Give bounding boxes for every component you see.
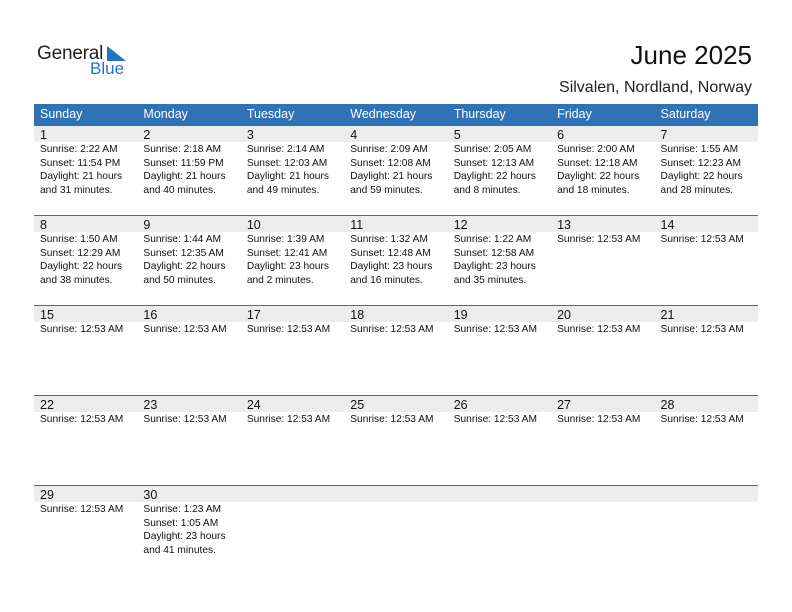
daylight-text: and 8 minutes. bbox=[453, 184, 521, 196]
day-number: 22 bbox=[40, 398, 54, 412]
weekday-wednesday: Wednesday bbox=[350, 107, 417, 121]
day-cell bbox=[34, 305, 137, 395]
day-number: 26 bbox=[453, 398, 468, 412]
sunset-text: Sunset: 12:13 AM bbox=[453, 157, 535, 169]
day-number: 19 bbox=[453, 308, 468, 322]
weekday-monday: Monday bbox=[143, 107, 188, 121]
day-cell bbox=[448, 305, 551, 395]
week-row bbox=[34, 215, 758, 305]
day-number: 15 bbox=[40, 308, 54, 322]
day-cell bbox=[241, 305, 344, 395]
location-label: Silvalen, Nordland, Norway bbox=[559, 79, 752, 96]
sunset-text: Sunset: 11:54 PM bbox=[40, 157, 121, 169]
day-number: 13 bbox=[557, 218, 572, 232]
sunrise-text: Sunrise: 1:50 AM bbox=[40, 234, 118, 245]
day-number bbox=[247, 487, 344, 503]
day-cell bbox=[551, 395, 654, 485]
sunrise-text: Sunrise: 2:05 AM bbox=[453, 144, 532, 155]
day-number: 20 bbox=[557, 308, 572, 322]
sunrise-text: Sunrise: 12:53 AM bbox=[660, 324, 744, 335]
day-cell bbox=[34, 485, 137, 575]
sunrise-text: Sunrise: 1:32 AM bbox=[350, 234, 428, 245]
sunrise-text: Sunrise: 2:14 AM bbox=[246, 144, 325, 155]
day-number: 28 bbox=[660, 398, 675, 412]
day-number: 8 bbox=[40, 218, 47, 232]
sunrise-text: Sunrise: 2:18 AM bbox=[143, 144, 222, 155]
sunrise-text: Sunrise: 12:53 AM bbox=[40, 504, 124, 515]
sunset-text: Sunset: 12:48 AM bbox=[350, 247, 431, 259]
sunrise-text: Sunrise: 12:53 AM bbox=[40, 414, 124, 425]
empty-day-cell bbox=[448, 485, 551, 575]
day-cell bbox=[34, 125, 137, 215]
daylight-text: and 16 minutes. bbox=[350, 274, 423, 286]
day-number: 2 bbox=[143, 128, 151, 142]
week-row bbox=[34, 395, 758, 485]
day-cell bbox=[137, 125, 240, 215]
day-cell bbox=[344, 305, 447, 395]
page-title: June 2025 bbox=[630, 40, 752, 70]
sunrise-text: Sunrise: 2:09 AM bbox=[350, 144, 428, 155]
logo bbox=[37, 44, 132, 78]
week-row bbox=[34, 485, 758, 575]
day-number bbox=[350, 487, 447, 503]
logo-word-general: General bbox=[37, 43, 104, 64]
weekday-saturday: Saturday bbox=[660, 107, 711, 121]
daylight-text: Daylight: 22 hours bbox=[660, 171, 743, 182]
sunrise-text: Sunrise: 1:22 AM bbox=[453, 234, 532, 245]
sunrise-text: Sunrise: 12:53 AM bbox=[660, 234, 744, 245]
day-cell bbox=[448, 215, 551, 305]
sunset-text: Sunset: 12:23 AM bbox=[660, 157, 741, 169]
day-number: 9 bbox=[143, 218, 151, 232]
day-cell bbox=[344, 395, 447, 485]
day-number: 5 bbox=[453, 128, 461, 142]
sunset-text: Sunset: 12:18 AM bbox=[557, 157, 638, 169]
daylight-text: and 2 minutes. bbox=[246, 274, 314, 286]
sunrise-text: Sunrise: 12:53 AM bbox=[246, 414, 331, 425]
sunrise-text: Sunrise: 1:55 AM bbox=[660, 144, 739, 155]
sunset-text: Sunset: 12:29 AM bbox=[40, 247, 121, 259]
daylight-text: Daylight: 22 hours bbox=[557, 171, 640, 182]
sunrise-text: Sunrise: 2:22 AM bbox=[40, 144, 118, 155]
day-cell bbox=[137, 305, 240, 395]
sunrise-text: Sunrise: 12:53 AM bbox=[40, 324, 124, 335]
sunrise-text: Sunrise: 1:23 AM bbox=[143, 504, 222, 515]
day-number: 11 bbox=[350, 218, 364, 232]
day-cell bbox=[241, 215, 344, 305]
day-number: 7 bbox=[660, 128, 668, 142]
empty-day-cell bbox=[551, 485, 654, 575]
sunrise-text: Sunrise: 12:53 AM bbox=[660, 414, 744, 425]
day-cell bbox=[448, 395, 551, 485]
sunrise-text: Sunrise: 12:53 AM bbox=[246, 324, 331, 335]
daylight-text: Daylight: 21 hours bbox=[40, 171, 123, 182]
day-cell bbox=[137, 215, 240, 305]
sunrise-text: Sunrise: 12:53 AM bbox=[350, 414, 434, 425]
day-number: 23 bbox=[143, 398, 158, 412]
daylight-text: and 38 minutes. bbox=[40, 274, 113, 286]
daylight-text: Daylight: 23 hours bbox=[453, 261, 536, 272]
daylight-text: Daylight: 21 hours bbox=[350, 171, 433, 182]
daylight-text: Daylight: 23 hours bbox=[143, 531, 226, 542]
sunrise-text: Sunrise: 12:53 AM bbox=[557, 234, 641, 245]
daylight-text: and 59 minutes. bbox=[350, 184, 423, 196]
sunrise-text: Sunrise: 12:53 AM bbox=[350, 324, 434, 335]
daylight-text: and 49 minutes. bbox=[246, 184, 320, 196]
daylight-text: and 50 minutes. bbox=[143, 274, 216, 286]
logo-word-blue: Blue bbox=[90, 59, 125, 78]
daylight-text: Daylight: 23 hours bbox=[350, 261, 433, 272]
day-cell bbox=[344, 125, 447, 215]
daylight-text: Daylight: 22 hours bbox=[453, 171, 536, 182]
day-number: 6 bbox=[557, 128, 565, 142]
day-number: 30 bbox=[143, 488, 158, 502]
weekday-tuesday: Tuesday bbox=[246, 107, 295, 121]
sunset-text: Sunset: 1:05 AM bbox=[143, 517, 219, 529]
daylight-text: Daylight: 23 hours bbox=[246, 261, 329, 272]
day-cell bbox=[34, 395, 137, 485]
day-number bbox=[557, 487, 654, 503]
day-number: 12 bbox=[453, 218, 468, 232]
sunrise-text: Sunrise: 1:44 AM bbox=[143, 234, 222, 245]
weekday-friday: Friday bbox=[557, 107, 592, 121]
daylight-text: and 28 minutes. bbox=[660, 184, 734, 196]
empty-day-cell bbox=[655, 485, 758, 575]
day-cell bbox=[344, 215, 447, 305]
sunset-text: Sunset: 12:58 AM bbox=[453, 247, 535, 259]
sunset-text: Sunset: 12:35 AM bbox=[143, 247, 224, 259]
day-cell bbox=[551, 125, 654, 215]
day-number: 24 bbox=[246, 398, 261, 412]
day-number: 18 bbox=[350, 308, 365, 322]
empty-day-cell bbox=[344, 485, 447, 575]
day-cell bbox=[241, 395, 344, 485]
day-cell bbox=[137, 485, 240, 575]
day-number: 17 bbox=[246, 308, 261, 322]
day-number: 1 bbox=[40, 128, 47, 142]
sunset-text: Sunset: 12:03 AM bbox=[246, 157, 328, 169]
sunset-text: Sunset: 12:08 AM bbox=[350, 157, 431, 169]
empty-day-cell bbox=[241, 485, 344, 575]
day-cell bbox=[551, 305, 654, 395]
day-number: 25 bbox=[350, 398, 365, 412]
day-number: 4 bbox=[350, 128, 358, 142]
day-number: 10 bbox=[246, 218, 261, 232]
weekday-header bbox=[34, 104, 758, 125]
daylight-text: and 18 minutes. bbox=[557, 184, 630, 196]
week-row bbox=[34, 125, 758, 215]
sunrise-text: Sunrise: 12:53 AM bbox=[453, 414, 537, 425]
sunrise-text: Sunrise: 1:39 AM bbox=[246, 234, 325, 245]
sunrise-text: Sunrise: 2:00 AM bbox=[557, 144, 635, 155]
sunrise-text: Sunrise: 12:53 AM bbox=[557, 414, 641, 425]
day-cell bbox=[655, 305, 758, 395]
day-cell bbox=[448, 125, 551, 215]
sunrise-text: Sunrise: 12:53 AM bbox=[143, 414, 227, 425]
day-number: 16 bbox=[143, 308, 158, 322]
daylight-text: Daylight: 22 hours bbox=[40, 261, 123, 272]
day-number: 14 bbox=[660, 218, 675, 232]
day-cell bbox=[137, 395, 240, 485]
day-cell bbox=[241, 125, 344, 215]
sunset-text: Sunset: 11:59 PM bbox=[143, 157, 224, 169]
daylight-text: Daylight: 21 hours bbox=[143, 171, 226, 182]
daylight-text: and 35 minutes. bbox=[453, 274, 527, 286]
day-number bbox=[454, 487, 551, 503]
sunrise-text: Sunrise: 12:53 AM bbox=[143, 324, 227, 335]
day-number: 3 bbox=[246, 128, 254, 142]
daylight-text: Daylight: 22 hours bbox=[143, 261, 226, 272]
sunrise-text: Sunrise: 12:53 AM bbox=[453, 324, 537, 335]
daylight-text: and 31 minutes. bbox=[40, 184, 113, 196]
day-number bbox=[661, 487, 758, 503]
daylight-text: and 41 minutes. bbox=[143, 544, 216, 556]
day-cell bbox=[551, 215, 654, 305]
day-cell bbox=[655, 125, 758, 215]
week-row bbox=[34, 305, 758, 395]
day-number: 29 bbox=[40, 488, 54, 502]
day-number: 21 bbox=[660, 308, 675, 322]
day-cell bbox=[34, 215, 137, 305]
daylight-text: and 40 minutes. bbox=[143, 184, 216, 196]
weekday-sunday: Sunday bbox=[40, 107, 83, 121]
day-number: 27 bbox=[557, 398, 572, 412]
weekday-thursday: Thursday bbox=[453, 107, 506, 121]
day-cell bbox=[655, 395, 758, 485]
sunset-text: Sunset: 12:41 AM bbox=[246, 247, 328, 259]
day-cell bbox=[655, 215, 758, 305]
daylight-text: Daylight: 21 hours bbox=[246, 171, 329, 182]
sunrise-text: Sunrise: 12:53 AM bbox=[557, 324, 641, 335]
